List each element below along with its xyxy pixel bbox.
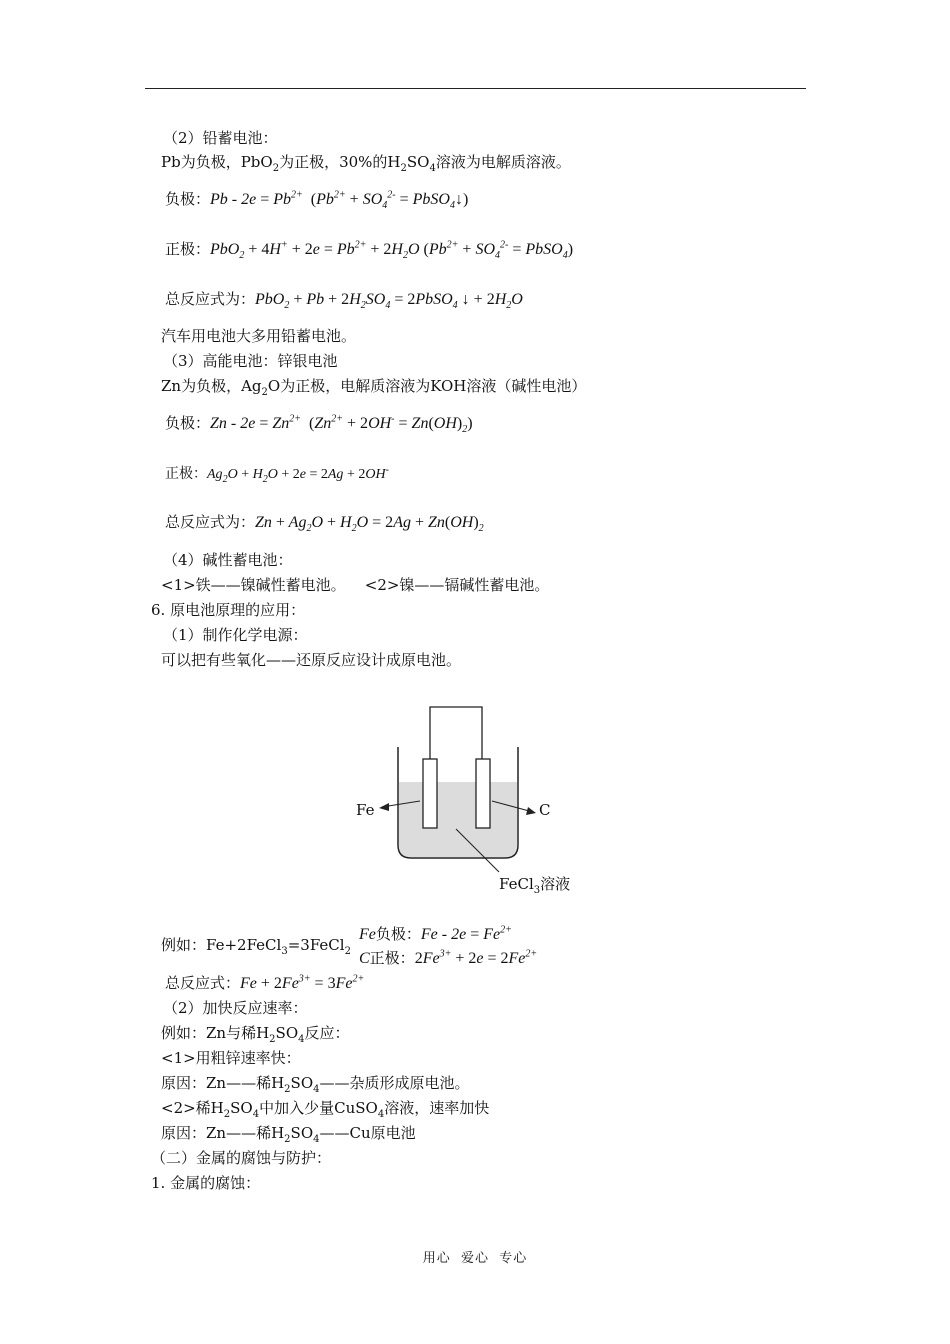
zn-total-equation: 总反应式为：$Zn + Ag_2O + H_2O = 2Ag + Zn(OH)_2$ xyxy=(165,513,484,535)
alkaline-heading: （4）碱性蓄电池： xyxy=(163,551,293,569)
corrosion-sub: 1. 金属的腐蚀： xyxy=(151,1174,261,1192)
fe-label: Fe xyxy=(356,801,375,819)
external-wire xyxy=(430,707,482,759)
zn-ag-heading: （3）高能电池：锌银电池 xyxy=(163,352,338,370)
lead-battery-usage: 汽车用电池大多用铅蓄电池。 xyxy=(161,327,357,345)
rate-heading: （2）加快反应速率： xyxy=(163,999,308,1017)
rate-item2: <2>稀$H_2SO_4$中加入少量CuSO$_4$溶液，速率加快 xyxy=(161,1099,490,1120)
lead-negative-equation: 负极：$Pb - 2e = Pb^{2+}$ ($Pb^{2+} + SO_4^{2-}$ = PbSO$_4$↓) xyxy=(165,189,469,212)
zn-positive-equation: 正极：$Ag_2O + H_2O + 2e = 2Ag + 2OH^-$ xyxy=(165,464,389,485)
rate-item1: <1>用粗锌速率快： xyxy=(161,1049,301,1067)
lead-total-equation: 总反应式为：$PbO_2 + Pb + 2H_2SO_4$ = 2PbSO$_4$ ↓ + $2H_2O$ xyxy=(165,290,523,312)
c-arrow-head xyxy=(526,807,536,815)
rate-reason2: 原因：Zn——稀$H_2SO_4——Cu$原电池 xyxy=(161,1124,416,1145)
c-label: C xyxy=(539,801,551,819)
zn-negative-equation: 负极：$Zn - 2e = Zn^{2+}$ $(Zn^{2+} + 2OH^- = Zn(OH)_2)$ xyxy=(165,413,473,436)
alkaline-items: <1>铁——镍碱性蓄电池。 <2>镍——镉碱性蓄电池。 xyxy=(161,576,550,594)
solution-fill xyxy=(399,782,517,857)
page-footer: 用心 爱心 专心 xyxy=(422,1251,528,1266)
lead-battery-desc: Pb为负极，PbO$_2$为正极，30%的$H_2SO_4$溶液为电解质溶液。 xyxy=(161,153,571,174)
zn-ag-desc: Zn为负极，$Ag_2O$为正极，电解质溶液为KOH溶液（碱性电池） xyxy=(161,377,587,398)
example-total: 总反应式：$Fe + 2Fe^{3+} = 3Fe^{2+}$ xyxy=(165,973,365,992)
example-positive: C正极：$2Fe^{3+} + 2e = 2Fe^{2+}$ xyxy=(359,948,538,967)
solution-label: FeCl$_3$溶液 xyxy=(499,875,571,896)
application-heading: 6. 原电池原理的应用： xyxy=(151,601,306,619)
c-electrode xyxy=(476,759,490,828)
lead-battery-heading: （2）铅蓄电池： xyxy=(163,129,278,147)
fe-arrow-head xyxy=(379,803,389,811)
corrosion-heading: （二）金属的腐蚀与防护： xyxy=(151,1149,332,1167)
example-reaction: 例如：Fe+2FeCl$_3$=3FeCl$_2$ xyxy=(161,936,351,957)
rate-example: 例如：Zn与稀$H_2SO_4$反应： xyxy=(161,1024,350,1045)
application-sub1-text: 可以把有些氧化——还原反应设计成原电池。 xyxy=(161,651,462,669)
application-sub1: （1）制作化学电源： xyxy=(163,626,308,644)
fe-electrode xyxy=(423,759,437,828)
rate-reason1: 原因：Zn——稀$H_2SO_4——$杂质形成原电池。 xyxy=(161,1074,470,1095)
lead-positive-equation: 正极：$PbO_2 + 4H^+ + 2e = Pb^{2+} + 2H_2O$ ($Pb^{2+} + SO_4^{2-}$ = PbSO$_4$) xyxy=(165,239,574,262)
example-negative: Fe负极：$Fe - 2e = Fe^{2+}$ xyxy=(359,924,512,943)
